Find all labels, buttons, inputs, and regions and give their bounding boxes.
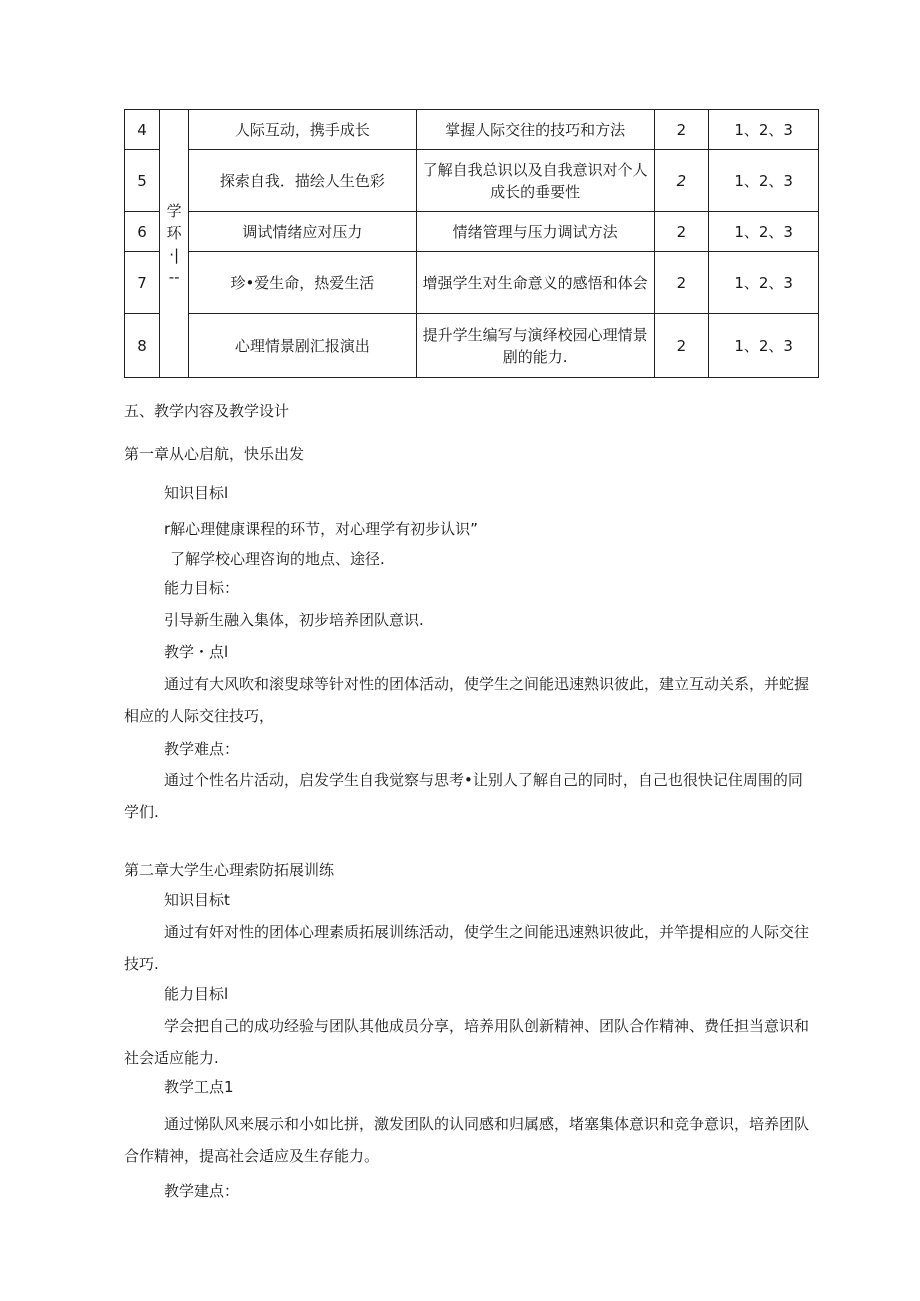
lesson-method: 1、2、3 <box>709 110 819 150</box>
ch1-key-text: 通过有大风吹和滚叟球等针对性的团体活动，使学生之间能迅速熟识彼此，建立互动关系，并蛇握相应的人际交往技巧， <box>124 675 810 725</box>
lesson-goal: 情绪管理与压力调试方法 <box>416 212 654 252</box>
table-row <box>125 314 819 378</box>
ch1-knowledge-item-2: 了解学校心理咨询的地点、途径. <box>170 550 385 568</box>
table-row <box>125 252 819 314</box>
ch2-difficulty-label: 教学建点： <box>164 1182 240 1200</box>
phase-label: 学 环·|‑‑ <box>166 201 182 286</box>
row-number: 8 <box>125 314 160 378</box>
lesson-title: 人际互动，携手成长 <box>189 110 417 150</box>
lesson-hours: 2 <box>654 314 709 378</box>
ch1-difficulty-text: 通过个性名片活动，启发学生自我觉察与思考•让别人了解自己的同时，自己也很快记住周围的同学们. <box>124 771 803 821</box>
lesson-title: 调试情绪应对压力 <box>189 212 417 252</box>
ch1-ability-text: 引导新生融入集体，初步培养团队意识. <box>164 611 424 629</box>
lesson-title: 心理情景剧汇报演出 <box>189 314 417 378</box>
lesson-hours: 2 <box>654 150 709 212</box>
ch1-knowledge-item-1: r解心理健康课程的环节，对心理学有初步认识” <box>164 520 478 538</box>
lesson-goal: 掌握人际交往的技巧和方法 <box>416 110 654 150</box>
ch1-knowledge-label: 知识目标l <box>164 484 229 502</box>
lesson-hours: 2 <box>654 110 709 150</box>
ch2-knowledge-label: 知识目标t <box>164 891 230 909</box>
chapter-2-title: 第二章大学生心理索防拓展训练 <box>124 861 335 879</box>
phase-cell <box>160 110 189 378</box>
lesson-method: 1、2、3 <box>709 252 819 314</box>
table-row <box>125 212 819 252</box>
ch2-knowledge-text: 通过有奸对性的团体心理素质拓展训练活动，使学生之间能迅速熟识彼此，并竿提相应的人际交往技巧. <box>124 923 810 973</box>
lesson-title: 珍•爱生命，热爱生活 <box>189 252 417 314</box>
ch1-difficulty-label: 教学难点： <box>164 740 240 758</box>
row-number: 6 <box>125 212 160 252</box>
lesson-method: 1、2、3 <box>709 150 819 212</box>
lesson-hours: 2 <box>654 212 709 252</box>
lesson-hours: 2 <box>654 252 709 314</box>
lesson-goal: 增强学生对生命意义的感悟和体会 <box>416 252 654 314</box>
table-row <box>125 150 819 212</box>
ch2-ability-label: 能力目标l <box>164 985 229 1003</box>
ch1-key-label: 教学・点l <box>164 643 229 661</box>
lesson-title: 探索自我．描绘人生色彩 <box>189 150 417 212</box>
course-schedule-table <box>124 109 819 378</box>
ch2-key-label: 教学工点1 <box>164 1078 234 1096</box>
ch1-ability-label: 能力目标： <box>164 579 240 597</box>
row-number: 5 <box>125 150 160 212</box>
section-heading: 五、教学内容及教学设计 <box>124 402 290 420</box>
lesson-goal: 了解自我总识以及自我意识对个人成长的垂要性 <box>416 150 654 212</box>
lesson-goal: 提升学生编写与演绎校园心理情景剧的能力. <box>416 314 654 378</box>
table-row <box>125 110 819 150</box>
ch2-ability-text: 学会把自己的成功经验与团队其他成员分享，培养用队创新精神、团队合作精神、费任担当意识和社会适应能力. <box>124 1017 810 1067</box>
row-number: 7 <box>125 252 160 314</box>
chapter-1-title: 第一章从心启航，快乐出发 <box>124 445 305 463</box>
ch2-key-text: 通过悌队风来展示和小如比拼，激发团队的认同感和归属感，堵塞集体意识和竞争意识，培养团队合作精神，提高社会适应及生存能力。 <box>124 1115 810 1165</box>
row-number: 4 <box>125 110 160 150</box>
lesson-method: 1、2、3 <box>709 212 819 252</box>
lesson-method: 1、2、3 <box>709 314 819 378</box>
